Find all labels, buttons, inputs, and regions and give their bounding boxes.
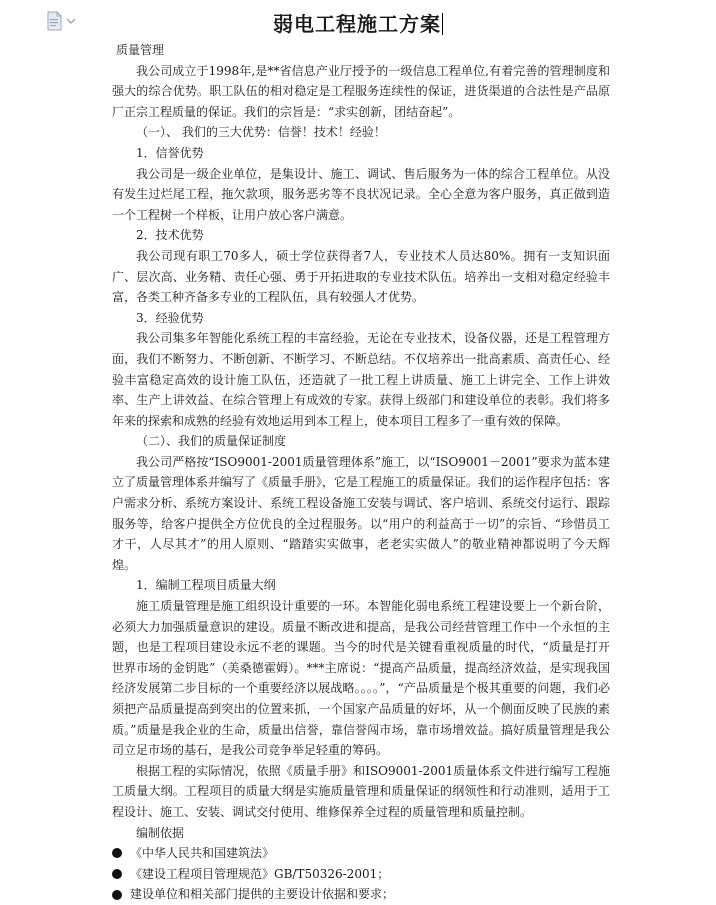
- paragraph: 我公司成立于1998年,是**省信息产业厅授予的一级信息工程单位,有着完善的管理制度和强大的综合优势。职工队伍的相对稳定是工程服务连续性的保证，进货渠道的合法性是产品原厂正宗工程质量的保证。我们的宗旨是：“求实创新，团结奋起”。: [112, 63, 610, 119]
- list-item: [112, 884, 610, 905]
- paragraph: 我公司现有职工70多人，硕士学位获得者7人，专业技术人员达80%。拥有一支知识面广、层次高、业务精、责任心强、勇于开拓进取的专业技术队伍。培养出一支相对稳定经验丰富，各类工种齐备多专业的工程队伍，具有较强人才优势。: [112, 248, 610, 305]
- paragraph: 我公司是一级企业单位，是集设计、施工、调试、售后服务为一体的综合工程单位。从没有发生过烂尾工程，拖欠款项，服务恶劣等不良状况记录。全心全意为客户服务，真正做到造一个工程树一个样板，让用户放心客户满意。: [112, 166, 610, 222]
- list-item-text: 《建设工程项目管理规范》GB/T50326-2001；: [130, 866, 390, 881]
- subheading: （二）、我们的质量保证制度: [136, 434, 287, 449]
- subheading: 1．信誉优势: [136, 145, 204, 160]
- paragraph: 施工质量管理是施工组织设计重要的一环。本智能化弱电系统工程建设要上一个新台阶，必须大力加强质量意识的建设。质量不断改进和提高，是我公司经营管理工作中一个永恒的主题，也是工程项目建设永远不老的课题。当今的时代是关键看重视质量的时代，“质量是打开世界市场的金钥匙”（美桑德霍姆）。***主席说：“提高产品质量，提高经济效益，是实现我国经济发展第二步目标的一个重要经济以展战略。。。。”，“产品质量是个极其重要的问题，我们必须把产品质量提高到突出的位置来抓，一个国家产品质量的好坏，从一个侧面反映了民族的素质。”质量是我企业的生命，质量出信誉，靠信誉闯市场，靠市场增效益。搞好质量管理是我公司立足市场的基石，是我公司竞争举足轻重的筹码。: [112, 599, 610, 758]
- paragraph: 我公司严格按“ISO9001-2001质量管理体系”施工，以“ISO9001－2001”要求为蓝本建立了质量管理体系并编写了《质量手册》，它是工程施工的质量保证。我们的运作程序包括：客户需求分析、系统方案设计、系统工程设备施工安装与调试、客户培训、系统交付运行、跟踪服务等，给客户提供全方位优良的全过程服务。以“用户的利益高于一切”的宗旨、“珍惜员工才干，人尽其才”的用人原则、“踏踏实实做事，老老实实做人”的敬业精神都说明了今天辉煌。: [112, 454, 611, 572]
- subheading: （一）、 我们的三大优势：信誉！技术！经验！: [136, 125, 386, 140]
- subheading: 1．编制工程项目质量大纲: [136, 578, 276, 593]
- subheading: 编制依据: [136, 825, 185, 840]
- subheading: 2．技术优势: [136, 228, 204, 243]
- list-item-text: 建设单位和相关部门提供的主要设计依据和要求；: [130, 887, 395, 902]
- document-body: [112, 40, 610, 905]
- subheading: 3．经验优势: [136, 310, 204, 325]
- bullet-icon: [112, 848, 122, 858]
- document-title[interactable]: 弱电工程施工方案: [273, 12, 441, 36]
- paragraph: 我公司集多年智能化系统工程的丰富经验，无论在专业技术，设备仪器，还是工程管理方面，我们不断努力、不断创新、不断学习、不断总结。不仅培养出一批高素质、高责任心、经验丰富稳定高效的设计施工队伍，还造就了一批工程上讲质量、施工上讲完全、工作上讲效率、生产上讲效益、在综合管理上有成效的专家。获得上级部门和建设单位的表彰。我们将多年来的探索和成熟的经验有效地运用到本工程上，使本项目工程多了一重有效的保障。: [112, 331, 610, 428]
- list-item-text: 《中华人民共和国建筑法》: [130, 846, 275, 861]
- bullet-icon: [112, 890, 122, 900]
- bullet-icon: [112, 869, 122, 879]
- list-item: [112, 864, 610, 885]
- list-item: [112, 843, 610, 864]
- text-caret: [442, 13, 443, 35]
- paragraph: 根据工程的实际情况，依照《质量手册》和ISO9001-2001质量体系文件进行编写工程施工质量大纲。工程项目的质量大纲是实施质量管理和质量保证的纲领性和行动准则，适用于工程设计、施工、安装、调试交付使用、维修保养全过程的质量管理和质量控制。: [112, 763, 610, 819]
- section-heading: 质量管理: [116, 43, 165, 57]
